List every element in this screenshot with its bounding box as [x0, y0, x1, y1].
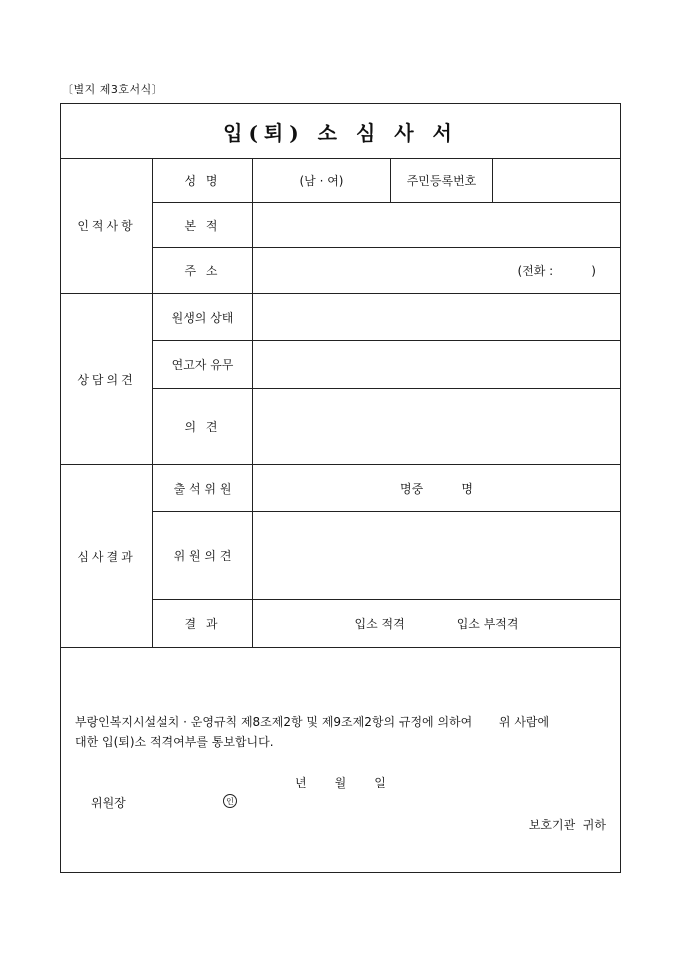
rrn-field[interactable]: [493, 158, 620, 202]
seal-mark: 인: [223, 794, 237, 808]
relatives-label: 연고자 유무: [171, 358, 234, 372]
rrn-label: 주민등록번호: [406, 173, 477, 188]
attend-label: 출 석 위 원: [173, 481, 232, 496]
addressee: 보호기관 귀하: [528, 818, 606, 832]
address-label: 주 소: [184, 264, 221, 278]
ineligible-option[interactable]: 입소 부적격: [456, 617, 519, 631]
member-opinion-field[interactable]: [253, 512, 620, 599]
attend-field[interactable]: 명중 명: [400, 481, 473, 496]
review-form: [60, 103, 621, 873]
phone-field[interactable]: (전화 : ): [517, 264, 596, 278]
result-label: 결 과: [184, 617, 221, 631]
gender-field[interactable]: (남 · 여): [299, 173, 344, 188]
title-row: [61, 104, 620, 159]
notice-line-1: 부랑인복지시설설치 · 운영규칙 제8조제2항 및 제9조제2항의 규정에 의하여 위 사람에: [75, 715, 550, 729]
section-review: 심사결과: [77, 549, 136, 564]
eligible-option[interactable]: 입소 적격: [354, 617, 405, 631]
domicile-label: 본 적: [184, 218, 221, 233]
member-opinion-label: 위 원 의 견: [173, 549, 232, 563]
notice-line-2: 대한 입(퇴)소 적격여부를 통보합니다.: [75, 735, 274, 749]
month-label: 월: [334, 776, 347, 790]
status-field[interactable]: [253, 294, 620, 340]
chair-label: 위원장: [91, 796, 126, 810]
section-personal: 인적사항: [77, 219, 136, 233]
form-title: 입(퇴) 소 심 사 서: [223, 120, 458, 145]
section-counsel: 상담의견: [77, 372, 136, 387]
notice-section: [61, 648, 620, 872]
day-label: 일: [374, 776, 386, 790]
name-label: 성 명: [184, 173, 221, 188]
opinion-field[interactable]: [253, 389, 620, 464]
result-field[interactable]: [253, 600, 620, 647]
status-label: 원생의 상태: [171, 310, 234, 325]
opinion-label: 의 견: [184, 420, 221, 434]
date-row: [295, 774, 386, 791]
relatives-field[interactable]: [253, 341, 620, 388]
form-number: 〔별지 제3호서식〕: [62, 83, 164, 96]
year-label: 년: [295, 776, 307, 790]
domicile-field[interactable]: [253, 203, 620, 247]
notice-text: [75, 712, 611, 752]
